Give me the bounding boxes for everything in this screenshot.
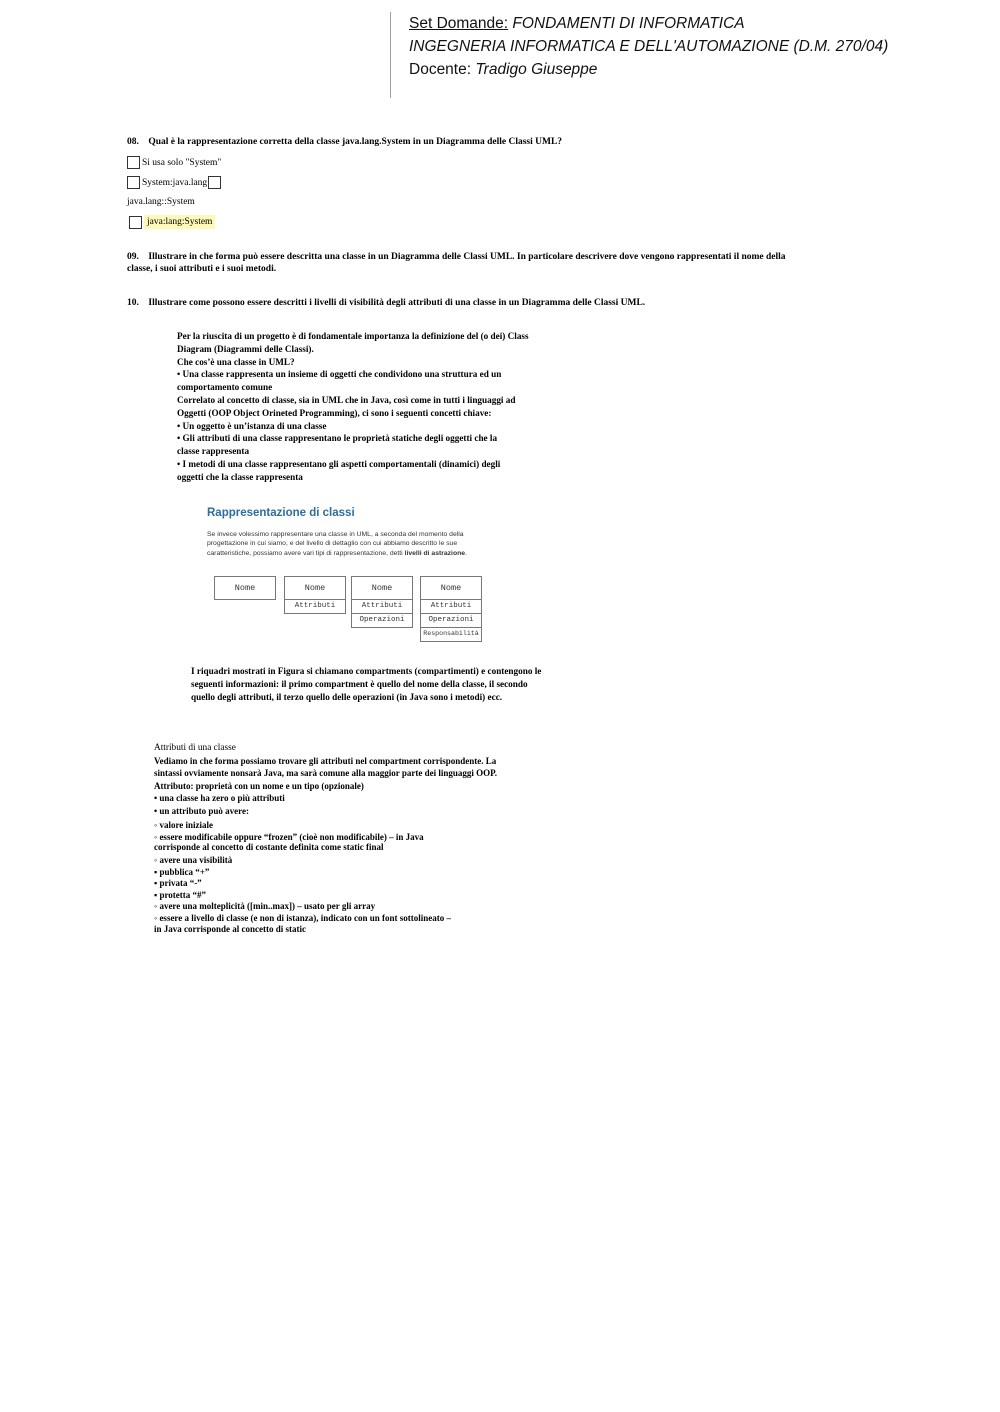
highlighted-answer: java:lang:System xyxy=(144,215,215,229)
header-line-set: Set Domande: FONDAMENTI DI INFORMATICA xyxy=(409,15,745,32)
uml-class-with-attributes: Nome Attributi xyxy=(284,576,346,614)
text-line: in Java corrisponde al concetto di static xyxy=(154,924,306,934)
teacher-name: Tradigo Giuseppe xyxy=(475,61,598,78)
text-line: • Gli attributi di una classe rappresentano le proprietà statiche degli oggetti che la xyxy=(177,433,498,444)
text-line: Diagram (Diagrammi delle Classi). xyxy=(177,343,314,354)
checkbox[interactable] xyxy=(127,156,140,169)
text-line: • Una classe rappresenta un insieme di oggetti che condividono una struttura ed un xyxy=(177,369,502,380)
text-line: • una classe ha zero o più attributi xyxy=(154,793,285,803)
text-line: seguenti informazioni: il primo compartment è quello del nome della classe, il secondo xyxy=(191,678,528,689)
text-line: comportamento comune xyxy=(177,382,273,393)
uml-class-name-only: Nome xyxy=(214,576,276,600)
q08-option-2[interactable]: System:java.lang xyxy=(127,176,223,189)
checkbox-trailing[interactable] xyxy=(208,176,221,189)
q08-option-3[interactable]: java.lang::System xyxy=(127,197,195,207)
checkbox[interactable] xyxy=(129,216,142,229)
text-line: Attributo: proprietà con un nome e un tipo (opzionale) xyxy=(154,780,364,791)
document-header xyxy=(390,12,969,98)
question-10: 10. Illustrare come possono essere descritti i livelli di visibilità degli attributi di una classe in un Diagramma delle Classi UML. xyxy=(127,298,646,308)
text-line: ◦ essere modificabile oppure “frozen” (cioè non modificabile) – in Java xyxy=(154,831,424,842)
text-line: I riquadri mostrati in Figura si chiamano compartments (compartimenti) e contengono le xyxy=(191,666,542,676)
degree-name: INGEGNERIA INFORMATICA E DELL'AUTOMAZIONE (D.M. 270/04) xyxy=(409,38,889,55)
figure-title: Rappresentazione di classi xyxy=(207,507,355,519)
text-line: sintassi ovviamente nonsarà Java, ma sarà comune alla maggior parte dei linguaggi OOP. xyxy=(154,768,498,778)
question-09-line-2: classe, i suoi attributi e i suoi metodi. xyxy=(127,264,277,274)
text-line: quello degli attributi, il terzo quello delle operazioni (in Java sono i metodi) ecc. xyxy=(191,691,503,702)
set-label: Set Domande xyxy=(409,15,504,32)
text-line: classe rappresenta xyxy=(177,446,250,457)
header-line-teacher xyxy=(409,58,969,81)
attributes-section xyxy=(154,743,594,936)
text-line: corrisponde al concetto di costante definita come static final xyxy=(154,842,384,852)
text-line: ◦ essere a livello di classe (e non di istanza), indicato con un font sottolineato – xyxy=(154,912,452,923)
text-line: ▪ protetta “#” xyxy=(154,889,207,900)
uml-class-figure xyxy=(204,503,494,648)
uml-class-with-operations: Nome Attributi Operazioni xyxy=(351,576,413,628)
question-08: 08. Qual è la rappresentazione corretta della classe java.lang.System in un Diagramma delle Classi UML? xyxy=(127,137,563,147)
checkbox[interactable] xyxy=(127,176,140,189)
question-09-line-1: 09. Illustrare in che forma può essere descritta una classe in un Diagramma delle Classi UML. In particolare descrivere dove vengono rappresentati il nome della xyxy=(127,252,786,262)
q08-option-4[interactable] xyxy=(127,215,215,229)
header-line-degree xyxy=(409,35,969,58)
section-heading: Attributi di una classe xyxy=(154,743,236,753)
text-line: • I metodi di una classe rappresentano gli aspetti comportamentali (dinamici) degli xyxy=(177,458,501,469)
text-line: ▪ pubblica “+” xyxy=(154,866,210,877)
text-line: ▪ privata “-” xyxy=(154,878,202,888)
figure-description: Se invece volessimo rappresentare una classe in UML, a seconda del momento della progettazione in cui siamo, e del livello di dettaglio con cui abbiamo descritto le sue caratteristiche, possiamo avere vari tipi di rappresentazione, detti livelli di astrazione. xyxy=(207,531,467,557)
text-line: Oggetti (OOP Object Orineted Programming), ci sono i seguenti concetti chiave: xyxy=(177,407,492,418)
course-name: FONDAMENTI DI INFORMATICA xyxy=(512,15,745,32)
q08-option-1[interactable]: Si usa solo "System" xyxy=(127,156,221,169)
uml-class-with-responsibility: Nome Attributi Operazioni Responsabilità xyxy=(420,576,482,642)
text-line: ◦ avere una visibilità xyxy=(154,855,233,865)
answer-intro xyxy=(177,330,597,484)
text-line: ◦ valore iniziale xyxy=(154,820,214,830)
text-line: Per la riuscita di un progetto è di fondamentale importanza la definizione del (o dei) Class xyxy=(177,331,529,341)
text-line: Vediamo in che forma possiamo trovare gli attributi nel compartment corrispondente. La xyxy=(154,755,497,766)
text-line: • un attributo può avere: xyxy=(154,806,249,816)
compartments-paragraph xyxy=(191,665,611,703)
text-line: oggetti che la classe rappresenta xyxy=(177,471,303,482)
text-line: ◦ avere una molteplicità ([min..max]) – usato per gli array xyxy=(154,901,376,911)
text-line: Correlato al concetto di classe, sia in UML che in Java, così come in tutti i linguaggi ad xyxy=(177,394,516,405)
text-line: Che cos’è una classe in UML? xyxy=(177,356,295,367)
text-line: • Un oggetto è un’istanza di una classe xyxy=(177,420,327,431)
teacher-label: Docente: xyxy=(409,61,472,78)
